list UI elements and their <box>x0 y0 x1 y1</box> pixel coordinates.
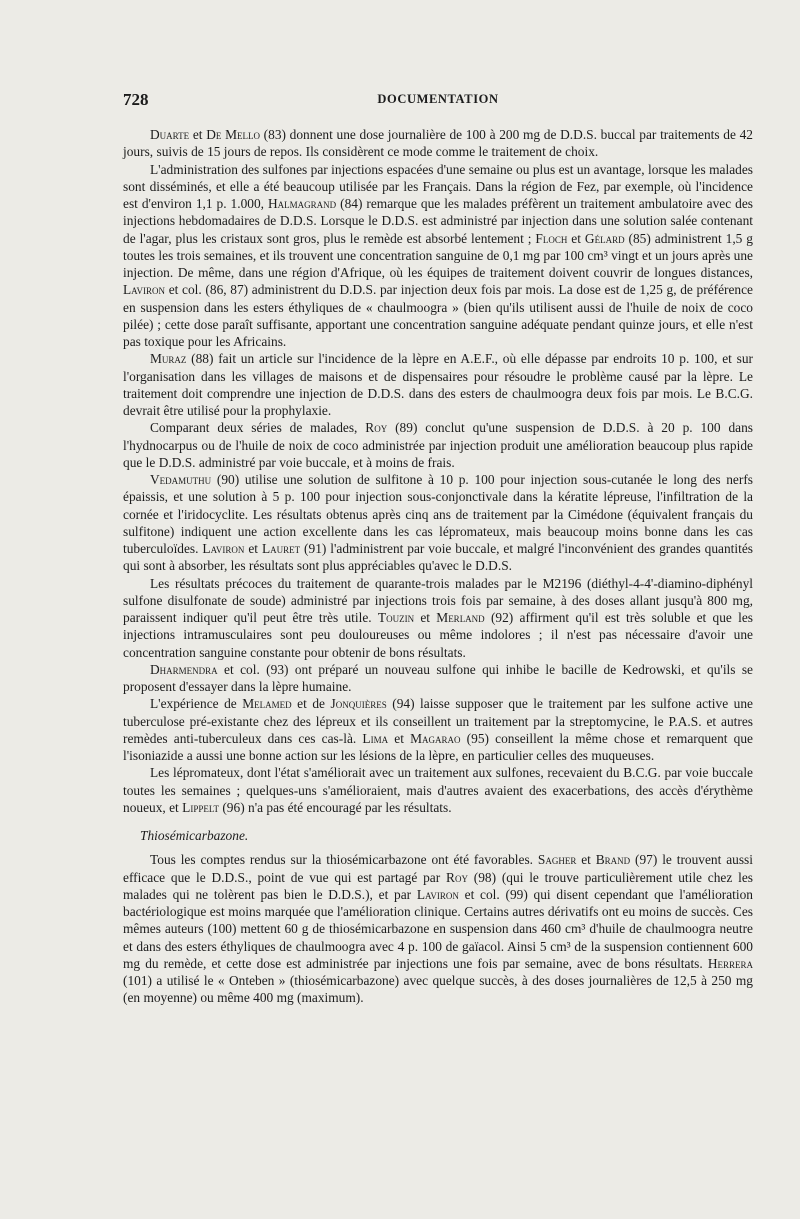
author-name: Brand <box>595 852 631 868</box>
author-name: Roy <box>446 869 468 885</box>
text-run: (89) conclut qu'une suspension de D.D.S. à 20 p. 100 dans l'hydnocarpus ou de l'huile de noix de coco administrée par injection produit une amélioration beaucoup plus rapide que le D.D.S. administré par voie buccale, et à moins de frais. <box>123 420 753 470</box>
author-name: Jonquières <box>330 696 387 712</box>
page-number: 728 <box>123 90 149 109</box>
author-name: Dharmendra <box>150 661 218 677</box>
author-name: Roy <box>365 420 388 436</box>
text-run: (92) affirment qu'il est très soluble et que les injections intramusculaires sont peu douloureuses ou même indolores ; il n'est pas nécessaire d'avoir une concentration sanguine constante pour obtenir de bons résultats. <box>123 610 753 660</box>
author-name: Magarao <box>410 730 461 746</box>
text-run: et <box>576 852 596 868</box>
text-run: Comparant deux séries de malades, <box>150 420 366 436</box>
text-run: Les lépromateux, dont l'état s'améliorait avec un traitement aux sulfones, recevaient du B.C.G. par voie buccale toutes les semaines ; quelques-uns s'amélioraient, mais d'autres avaient des exacerbations, des accès d'érythème noueux, et <box>123 765 753 815</box>
author-name: Muraz <box>150 351 187 367</box>
text-run: et <box>414 610 437 625</box>
text-run: (90) utilise une solution de sulfitone à 10 p. 100 pour injection sous-cutanée le long des nerfs épaissis, et une solution à 5 p. 100 pour injection sous-conjonctivale dans la kératite lépreuse, l'infiltration de la cornée et l'iridocyclite. Les résultats obtenus après cinq ans de traitement par la Cimédone (équivalent français du sulfitone) indiquent une action excellente dans les cas lépromateux, mais beaucoup moins bonne dans les cas tuberculoïdes. <box>123 472 753 556</box>
author-name: Lauret <box>261 541 301 556</box>
paragraph <box>123 661 753 696</box>
section-title: Thiosémicarbazone. <box>140 828 249 843</box>
text-run: et <box>189 127 207 142</box>
author-name: Melamed <box>242 696 292 712</box>
running-title: DOCUMENTATION <box>377 92 499 106</box>
paragraph <box>123 695 753 764</box>
author-name: Laviron <box>123 282 166 298</box>
text-run: (88) fait un article sur l'incidence de la lèpre en A.E.F., où elle dépasse par endroits 10 p. 100, et sur l'organisation dans les villages de maisons et de dispensaires pour résoudre le problème causé par la lèpre. Le traitement doit comprendre une injection de D.D.S. dans des esters de chaulmoogra deux fois par mois. Le B.C.G. devrait être utilisé pour la prophylaxie. <box>123 351 753 418</box>
author-name: Laviron <box>202 541 245 556</box>
author-name: Duarte <box>150 127 190 142</box>
text-run: (94) laisse supposer que le traitement par les sulfone active une tuberculose pré-existante chez des lépreux et ils conseillent un traitement par la streptomycine, le P.A.S. et autres remèdes anti-tuberculeux dans ces cas-là. <box>123 696 753 746</box>
author-name: Sagher <box>537 852 577 868</box>
author-name: Halmagrand <box>267 196 337 211</box>
paragraph <box>123 126 753 161</box>
author-name: Vedamuthu <box>150 472 212 487</box>
text-run: (96) n'a pas été encouragé par les résultats. <box>219 799 452 815</box>
text-run: (98) (qui le trouve particulièrement utile chez les malades qui ne tolèrent pas bien le D.D.S.), et par <box>123 869 753 902</box>
text-run: (95) conseillent la même chose et remarquent que l'isoniazide a aussi une bonne action sur les lésions de la lèpre, en particulier celles des muqueuses. <box>123 730 753 763</box>
text-run: L'administration des sulfones par injections espacées d'une semaine ou plus est un avantage, lorsque les malades sont disséminés, et elle a été beaucoup utilisée par les Français. Dans la région de Fez, par exemple, où l'incidence est d'environ 1,1 p. 1.000, <box>123 161 753 211</box>
text-run: (85) administrent 1,5 g toutes les trois semaines, et ils trouvent une concentration sanguine de 0,1 mg par 100 cm³ vingt et un jours après une injection. De même, dans une région d'Afrique, où les équipes de traitement doivent couvrir de longues distances, <box>123 230 753 280</box>
paragraph <box>123 419 753 471</box>
paragraph <box>123 851 753 1006</box>
author-name: De Mello <box>206 127 260 142</box>
text-run: et col. (99) qui disent cependant que l'amélioration bactériologique est moins marquée que l'amélioration clinique. Certains autres dérivatifs ont eu moins de succès. Ces mêmes auteurs (100) mettent 60 g de thiosémicarbazone en suspension dans 460 cm³ d'huile de chaulmoogra neutre et dans des esters éthyliques de chaulmoogra avec 4 p. 100 de gaïacol. Ainsi 5 cm³ de la suspension contiennent 600 mg du remède, et cette dose est administrée par injections une fois par semaine, avec de bons résultats. <box>123 886 753 971</box>
text-run: et col. (86, 87) administrent du D.D.S. par injection deux fois par mois. La dose est de 1,25 g, de préférence en suspension dans les esters éthyliques de « chaulmoogra » (bien qu'ils utilisent aussi de l'huile de noix de coco pilée) ; cette dose paraît suffisante, apportant une concentration sanguine adéquate pendant quinze jours, et elle n'est pas toxique pour les Africains. <box>123 282 753 349</box>
paragraph <box>123 350 753 419</box>
author-name: Herrera <box>707 955 753 971</box>
author-name: Merland <box>436 610 485 625</box>
text-run: (84) remarque que les malades préfèrent un traitement ambulatoire avec des injections hebdomadaires de D.D.S. Lorsque le D.D.S. est administré par injection dans une solution salée contenant de l'agar, plus les cristaux sont gros, plus le remède est absorbé lentement ; <box>123 196 753 246</box>
author-name: Lippelt <box>182 799 219 815</box>
text-run: (97) le trouvent aussi efficace que le D.D.S., point de vue qui est partagé par <box>123 852 753 885</box>
paragraph-group <box>123 126 753 816</box>
paragraph <box>123 471 753 575</box>
page-header <box>123 90 753 112</box>
author-name: Lima <box>362 730 389 746</box>
author-name: Touzin <box>377 610 415 625</box>
text-run: Tous les comptes rendus sur la thiosémicarbazone ont été favorables. <box>150 852 538 868</box>
paragraph <box>123 575 753 661</box>
author-name: Gélard <box>584 230 625 246</box>
author-name: Floch <box>535 230 568 246</box>
text-run: et <box>567 230 585 246</box>
text-run: et de <box>291 696 331 712</box>
text-run: (83) donnent une dose journalière de 100 à 200 mg de D.D.S. buccal par traitements de 42 jours, suivis de 15 jours de repos. Ils considèrent ce mode comme le traitement de choix. <box>123 127 753 160</box>
paragraph <box>123 764 753 816</box>
section-paragraph-group <box>123 851 753 1006</box>
text-run: Les résultats précoces du traitement de quarante-trois malades par le M2196 (diéthyl-4-4'-diamino-diphényl sulfone disulfonate de soude) administré par injections trois fois par semaine, à des doses allant jusqu'à 800 mg, paraissent indiquer qu'il peut être très utile. <box>123 575 753 625</box>
author-name: Laviron <box>416 886 459 902</box>
body-text <box>123 126 753 1007</box>
text-run: et col. (93) ont préparé un nouveau sulfone qui inhibe le bacille de Kedrowski, et qu'ils se proposent d'essayer dans la lèpre humaine. <box>123 661 753 694</box>
text-run: (101) a utilisé le « Onteben » (thiosémicarbazone) avec quelque succès, à des doses journalières de 12,5 à 250 mg (en moyenne) ou même 400 mg (maximum). <box>123 973 753 1006</box>
text-run: (91) l'administrent par voie buccale, et malgré l'inconvénient des grandes quantités qui sont à absorber, les résultats sont plus appréciables qu'avec le D.D.S. <box>123 541 753 574</box>
paragraph <box>123 161 753 351</box>
text-run: et <box>244 541 262 556</box>
text-run: et <box>388 730 411 746</box>
text-run: L'expérience de <box>150 696 243 712</box>
